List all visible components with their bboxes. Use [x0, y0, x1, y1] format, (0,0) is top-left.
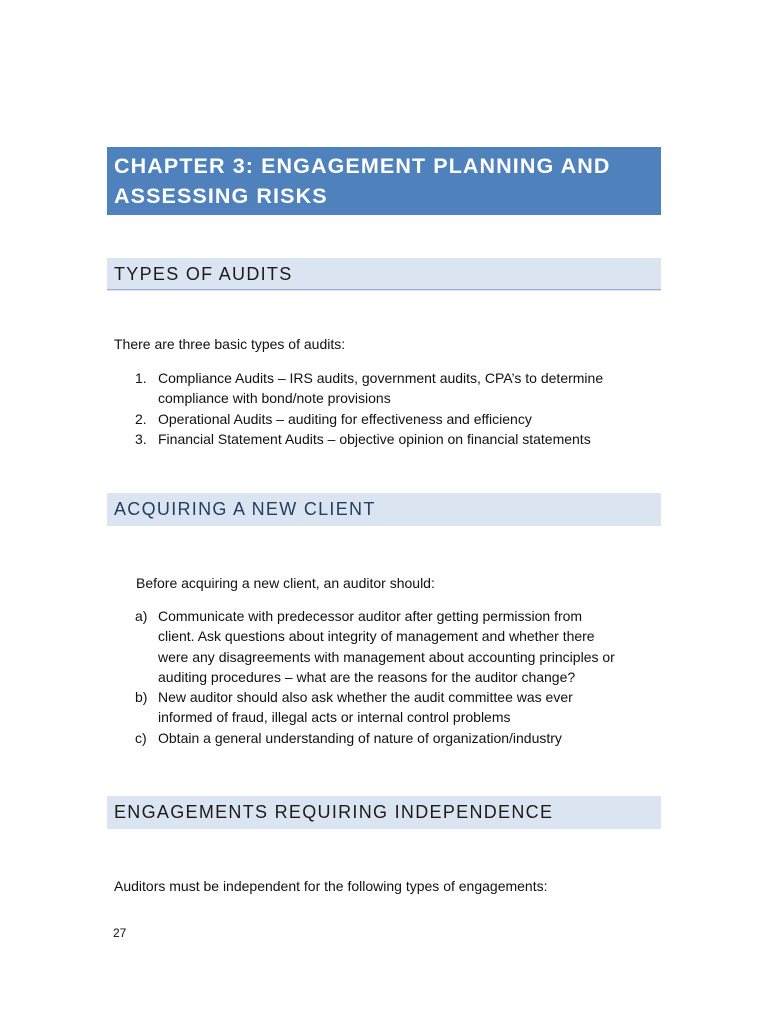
list-item-text-line: Communicate with predecessor auditor after getting permission from [158, 608, 583, 624]
list-item-text-line: client. Ask questions about integrity of management and whether there [158, 628, 595, 645]
list-item-text-line: Compliance Audits – IRS audits, government audits, CPA’s to determine [158, 370, 604, 386]
acquiring-new-client-heading: ACQUIRING A NEW CLIENT [114, 499, 376, 519]
list-item [114, 687, 654, 728]
list-item [114, 409, 654, 429]
chapter-title-banner [107, 147, 661, 215]
list-item-text-line: Financial Statement Audits – objective opinion on financial statements [158, 430, 591, 447]
new-client-steps-list [114, 606, 654, 748]
list-item [114, 429, 654, 449]
list-marker: 1. [135, 370, 147, 386]
engagements-requiring-independence-heading-bar [107, 796, 661, 829]
list-item-text-line: auditing procedures – what are the reasons for the auditor change? [158, 668, 576, 685]
list-item [114, 728, 654, 748]
list-item [114, 368, 654, 409]
types-of-audits-heading: TYPES OF AUDITS [114, 264, 293, 284]
list-marker: 2. [135, 410, 147, 427]
acquiring-new-client-intro: Before acquiring a new client, an auditor should: [136, 575, 435, 591]
list-item-text-line: were any disagreements with management about accounting principles or [158, 648, 615, 665]
page-number: 27 [113, 926, 127, 940]
list-item [114, 606, 654, 687]
engagements-requiring-independence-intro: Auditors must be independent for the following types of engagements: [114, 878, 548, 894]
list-item-text-line: Operational Audits – auditing for effectiveness and efficiency [158, 410, 532, 427]
list-marker: b) [135, 689, 148, 706]
list-item-text-line: Obtain a general understanding of nature of organization/industry [158, 729, 562, 746]
list-item-text-line: informed of fraud, illegal acts or internal control problems [158, 709, 511, 726]
types-of-audits-intro: There are three basic types of audits: [114, 336, 346, 352]
chapter-title [114, 151, 653, 211]
chapter-title-line-2: ASSESSING RISKS [114, 184, 328, 208]
list-marker: c) [135, 729, 147, 746]
section-divider [107, 289, 661, 291]
list-marker: 3. [135, 430, 147, 447]
list-item-text-line: New auditor should also ask whether the audit committee was ever [158, 689, 573, 706]
chapter-title-line-1: CHAPTER 3: ENGAGEMENT PLANNING AND [114, 154, 611, 178]
types-of-audits-heading-bar [107, 258, 661, 291]
list-item-text-line: compliance with bond/note provisions [158, 390, 391, 407]
acquiring-new-client-heading-bar [107, 493, 661, 526]
audit-types-list [114, 368, 654, 449]
engagements-requiring-independence-heading: ENGAGEMENTS REQUIRING INDEPENDENCE [114, 802, 554, 822]
list-marker: a) [135, 608, 148, 624]
